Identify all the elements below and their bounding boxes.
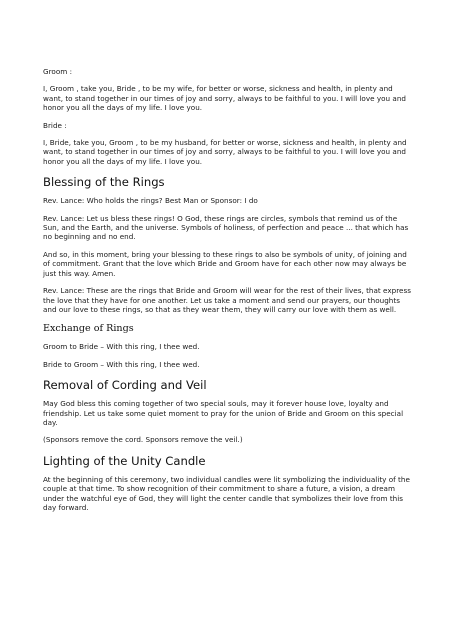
exchange-line-bride: Bride to Groom – With this ring, I thee wed. bbox=[43, 359, 200, 369]
heading-blessing-of-rings: Blessing of the Rings bbox=[43, 175, 165, 190]
unity-candle-paragraph: At the beginning of this ceremony, two individual candles were lit symbolizing the individuality of the couple at that time. To show recognition of their commitment to share a future, a vision, a dream under the watchful eye of God, they will light the center candle that symbolizes their love from this day forward. bbox=[43, 474, 410, 512]
blessing-paragraph-2: Rev. Lance: Let us bless these rings! O God, these rings are circles, symbols that remind us of the Sun, and the Earth, and the universe. Symbols of holiness, of perfection and peace ... that which has no beginning and no end. bbox=[43, 213, 409, 242]
exchange-line-groom: Groom to Bride – With this ring, I thee wed. bbox=[43, 342, 200, 352]
heading-unity-candle: Lighting of the Unity Candle bbox=[43, 453, 206, 468]
removal-paragraph: May God bless this coming together of two special souls, may it forever house love, loyalty and friendship. Let us take some quiet moment to pray for the union of Bride and Groom on this special day. bbox=[43, 399, 404, 427]
blessing-paragraph-4: Rev. Lance: These are the rings that Bride and Groom will wear for the rest of their lives, that express the love that they have for one another. Let us take a moment and send our prayers, our thoughts and our love to these rings, so that as they wear them, they will carry our love with them as well. bbox=[43, 286, 412, 314]
bride-vow: I, Bride, take you, Groom , to be my husband, for better or worse, sickness and health, in plenty and want, to stand together in our times of joy and sorry, always to be faithful to you. I will love you and honor you all the days of my life. I love you. bbox=[43, 138, 407, 166]
heading-removal-cording-veil: Removal of Cording and Veil bbox=[43, 378, 207, 393]
heading-exchange-of-rings: Exchange of Rings bbox=[43, 323, 134, 335]
blessing-paragraph-1: Rev. Lance: Who holds the rings? Best Man or Sponsor: I do bbox=[43, 196, 258, 206]
speaker-label-groom: Groom : bbox=[43, 67, 73, 76]
groom-vow: I, Groom , take you, Bride , to be my wife, for better or worse, sickness and health, in plenty and want, to stand together in our times of joy and sorry, always to be faithful to you. I will love you and honor you all the days of my life. I love you. bbox=[43, 84, 407, 113]
blessing-paragraph-3: And so, in this moment, bring your blessing to these rings to also be symbols of unity, of joining and of commitment. Grant that the love which Bride and Groom have for each other now may always be just this way. Amen. bbox=[43, 249, 407, 278]
sponsors-instruction: (Sponsors remove the cord. Sponsors remove the veil.) bbox=[43, 435, 243, 445]
speaker-label-bride: Bride : bbox=[43, 120, 67, 130]
